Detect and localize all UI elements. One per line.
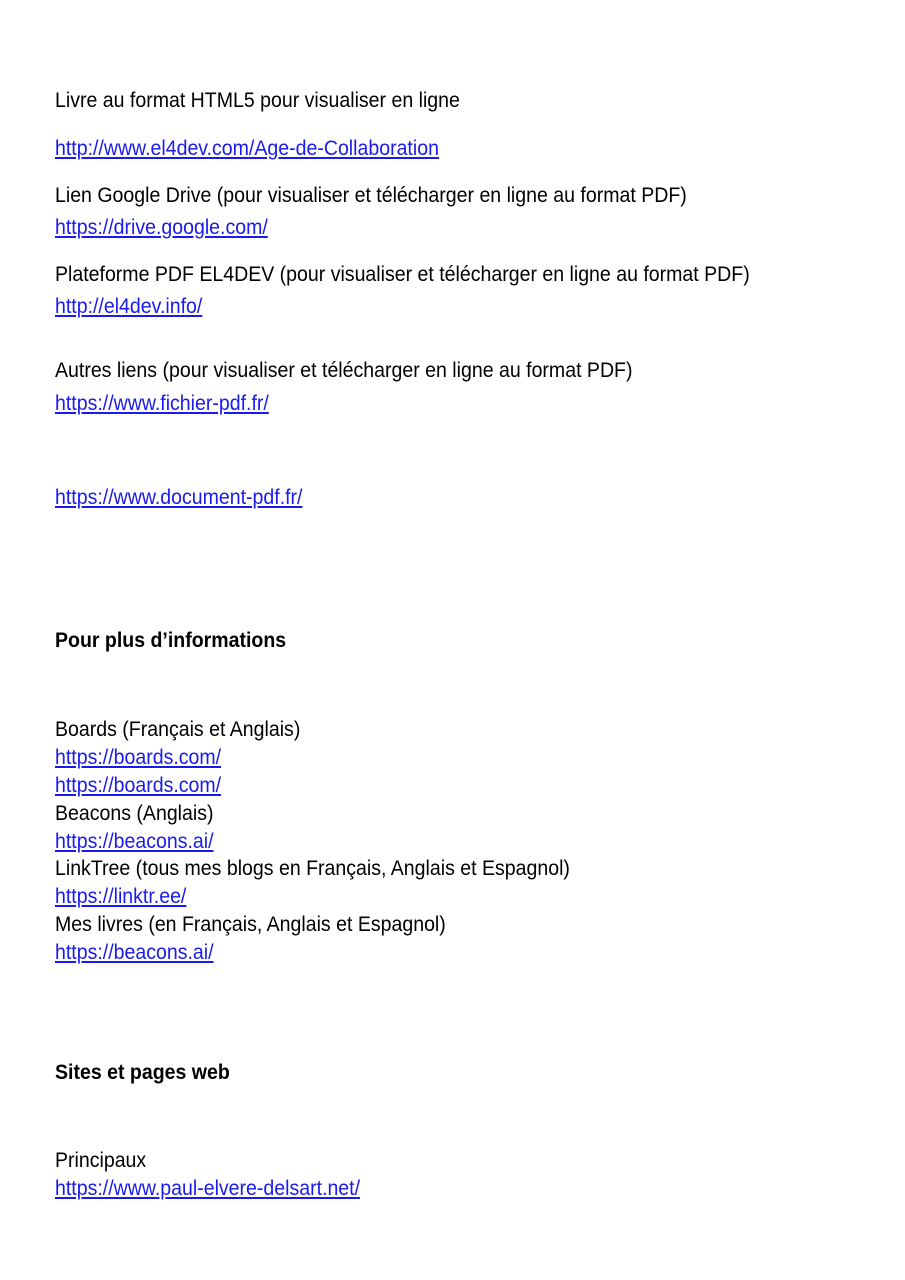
html5-book-link[interactable]: http://www.el4dev.com/Age-de-Collaboration bbox=[55, 137, 439, 160]
document-pdf-link[interactable]: https://www.document-pdf.fr/ bbox=[55, 486, 303, 509]
books-label: Mes livres (en Français, Anglais et Espagnol) bbox=[55, 913, 446, 936]
el4dev-platform-link[interactable]: http://el4dev.info/ bbox=[55, 295, 203, 318]
main-sites-label: Principaux bbox=[55, 1149, 147, 1172]
other-links-label: Autres liens (pour visualiser et télécharger en ligne au format PDF) bbox=[55, 359, 633, 382]
sites-heading: Sites et pages web bbox=[55, 1061, 230, 1084]
books-link[interactable]: https://beacons.ai/ bbox=[55, 941, 214, 964]
linktree-link[interactable]: https://linktr.ee/ bbox=[55, 885, 187, 908]
beacons-link[interactable]: https://beacons.ai/ bbox=[55, 830, 214, 853]
el4dev-platform-label: Plateforme PDF EL4DEV (pour visualiser et télécharger en ligne au format PDF) bbox=[55, 263, 750, 286]
boards-link-2[interactable]: https://boards.com/ bbox=[55, 774, 222, 797]
boards-label: Boards (Français et Anglais) bbox=[55, 718, 301, 741]
linktree-label: LinkTree (tous mes blogs en Français, Anglais et Espagnol) bbox=[55, 857, 570, 880]
more-info-heading: Pour plus d’informations bbox=[55, 629, 287, 652]
beacons-label: Beacons (Anglais) bbox=[55, 802, 214, 825]
fichier-pdf-link[interactable]: https://www.fichier-pdf.fr/ bbox=[55, 392, 269, 415]
google-drive-link[interactable]: https://drive.google.com/ bbox=[55, 216, 268, 239]
google-drive-label: Lien Google Drive (pour visualiser et télécharger en ligne au format PDF) bbox=[55, 184, 687, 207]
boards-link-1[interactable]: https://boards.com/ bbox=[55, 746, 222, 769]
main-site-link[interactable]: https://www.paul-elvere-delsart.net/ bbox=[55, 1177, 361, 1200]
html5-book-label: Livre au format HTML5 pour visualiser en ligne bbox=[55, 89, 460, 112]
